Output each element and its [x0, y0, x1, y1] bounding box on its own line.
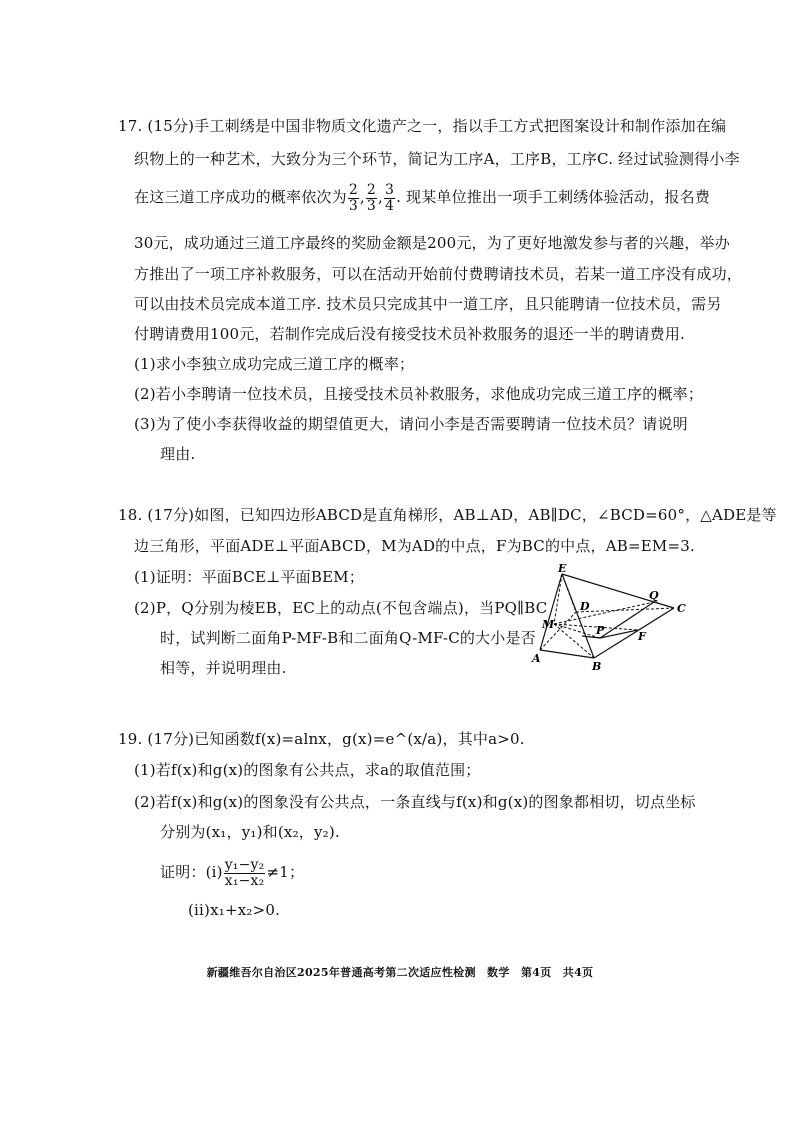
q17-part-3: (3)为了使小李获得收益的期望值更大，请问小李是否需要聘请一位技术员？请说明 — [134, 415, 688, 433]
q19-part-2-cont: 分别为(x₁，y₁)和(x₂，y₂). — [160, 823, 340, 841]
q19-line-1: 19. (17分)已知函数f(x)=alnx，g(x)=e^(x/a)，其中a>0. — [118, 730, 525, 748]
q17-line-3a: 在这三道工序成功的概率依次为 — [134, 188, 347, 206]
q17-line-2: 织物上的一种艺术，大致分为三个环节，简记为工序A，工序B，工序C. 经过试验测得小李 — [134, 150, 740, 168]
q19-proof-1 — [160, 854, 304, 890]
fraction-2-numerator: 2 — [366, 181, 376, 198]
inequality-1: ≠1； — [266, 863, 305, 881]
label-C: C — [677, 602, 686, 615]
q18-part-2-end: 相等，并说明理由. — [160, 659, 287, 677]
q17-part-2: (2)若小李聘请一位技术员，且接受技术员补救服务，求他成功完成三道工序的概率； — [134, 385, 704, 403]
q17-line-5: 方推出了一项工序补救服务，可以在活动开始前付费聘请技术员，若某一道工序没有成功， — [134, 265, 743, 283]
q18-line-2: 边三角形，平面ADE⊥平面ABCD，M为AD的中点，F为BC的中点，AB=EM=3. — [134, 537, 695, 555]
page-footer: 新疆维吾尔自治区2025年普通高考第二次适应性检测 数学 第4页 共4页 — [206, 966, 594, 979]
fraction-2 — [366, 183, 377, 214]
fraction-1-denominator: 3 — [348, 197, 358, 214]
q18-part-1: (1)证明：平面BCE⊥平面BEM； — [134, 568, 365, 586]
q17-part-1: (1)求小李独立成功完成三道工序的概率； — [134, 355, 415, 373]
q19-proof-2: (ii)x₁+x₂>0. — [188, 901, 281, 919]
label-E: E — [558, 562, 567, 575]
fraction-1-numerator: 2 — [348, 181, 358, 198]
q18-part-2-cont: 时，试判断二面角P-MF-B和二面角Q-MF-C的大小是否 — [160, 629, 536, 647]
q17-line-1: 17. (15分)手工刺绣是中国非物质文化遗产之一，指以手工方式把图案设计和制作添加在编 — [118, 117, 727, 135]
q17-line-3: 在这三道工序成功的概率依次为 $\frac{2}{3}$ , $\frac{2}{3}$ , $\frac{3}{4}$ . 现某单位推出一项手工刺绣体验活动，报名费 — [134, 181, 711, 214]
q17-line-6: 可以由技术员完成本道工序. 技术员只完成其中一道工序，且只能聘请一位技术员，需另 — [134, 295, 722, 313]
label-D: D — [580, 600, 590, 613]
fraction-3-denominator: 4 — [384, 197, 395, 214]
fraction-3 — [384, 183, 395, 214]
label-A: A — [532, 652, 541, 665]
q19-part-2: (2)若f(x)和g(x)的图象没有公共点，一条直线与f(x)和g(x)的图象都相切，切点坐标 — [134, 793, 696, 811]
fraction-2-denominator: 3 — [366, 197, 376, 214]
label-M: M — [542, 618, 555, 631]
q18-part-2: (2)P，Q分别为棱EB，EC上的动点(不包含端点)，当PQ∥BC — [134, 599, 548, 617]
q17-line-7: 付聘请费用100元，若制作完成后没有接受技术员补救服务的退还一半的聘请费用. — [134, 325, 686, 343]
q17-line-3b: . 现某单位推出一项手工刺绣体验活动，报名费 — [396, 188, 711, 206]
slope-denominator: x₁−x₂ — [224, 872, 265, 889]
slope-numerator: y₁−y₂ — [224, 856, 265, 873]
label-B: B — [592, 660, 602, 673]
q19-part-1: (1)若f(x)和g(x)的图象有公共点，求a的取值范围； — [134, 761, 481, 779]
fraction-3-numerator: 3 — [384, 181, 395, 198]
label-P: P — [596, 624, 605, 637]
figure-dashed-edges — [540, 574, 674, 658]
proof-label: 证明：(i) — [160, 863, 223, 881]
fraction-1 — [348, 183, 359, 214]
label-Q: Q — [649, 589, 659, 602]
q17-part-3-cont: 理由. — [160, 445, 196, 463]
slope-fraction — [224, 858, 266, 889]
geometry-figure — [528, 562, 700, 674]
label-F: F — [638, 630, 646, 643]
q17-line-4: 30元，成功通过三道工序最终的奖励金额是200元，为了更好地激发参与者的兴趣，举办 — [134, 234, 730, 252]
q18-line-1: 18. (17分)如图，已知四边形ABCD是直角梯形，AB⊥AD，AB∥DC，∠BCD=60°，△ADE是等 — [118, 506, 777, 524]
